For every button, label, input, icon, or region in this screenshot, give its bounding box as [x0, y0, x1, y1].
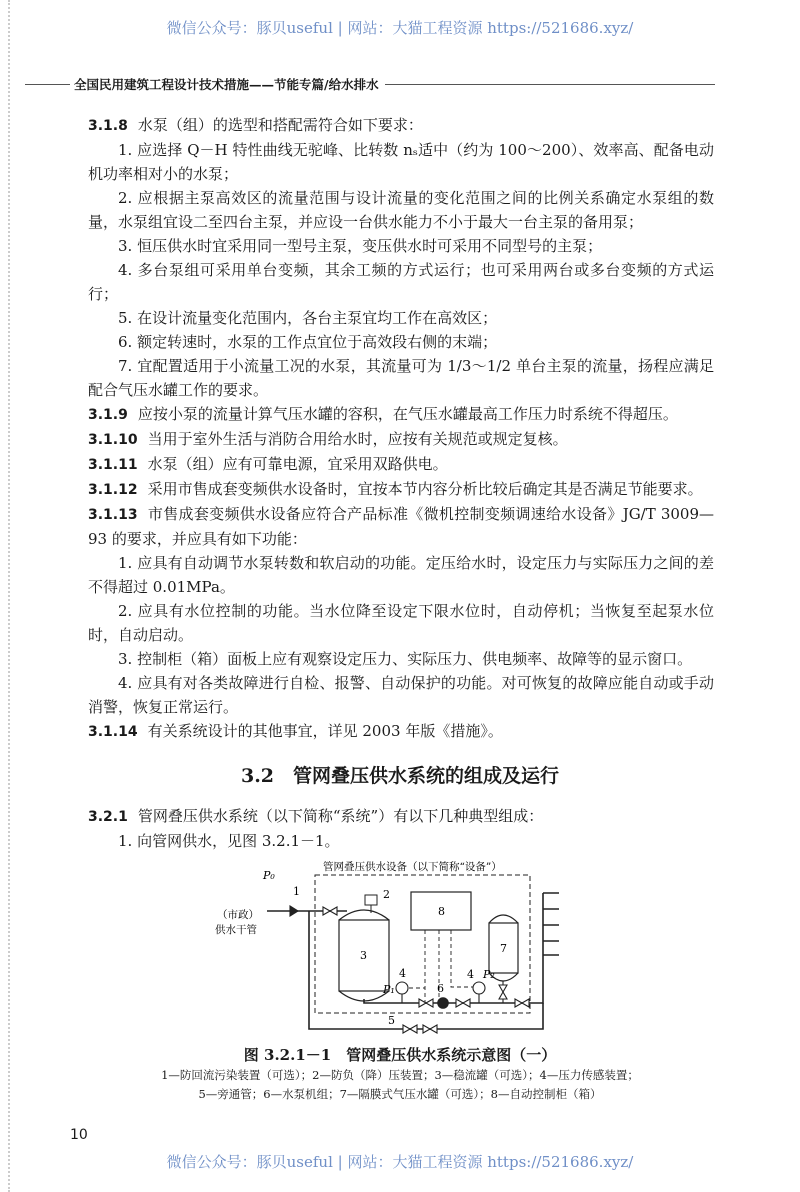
branch-pipes — [543, 893, 559, 955]
system-diagram — [200, 857, 600, 1042]
clause-text: 市售成套变频供水设备应符合产品标准《微机控制变频调速给水设备》JG/T 3009—93 的要求，并应具有如下功能： — [88, 505, 714, 548]
label-p1: P₁ — [383, 983, 395, 996]
label-3: 3 — [360, 949, 367, 962]
clause-text: 水泵（组）应有可靠电源，宜采用双路供电。 — [147, 455, 448, 473]
section-title: 3.2 管网叠压供水系统的组成及运行 — [240, 765, 560, 787]
figure — [0, 857, 800, 1042]
list-item: 1. 应选择 Q－H 特性曲线无驼峰、比转数 nₛ适中（约为 100～200）、效率高、配备电动机功率相对小的水泵； — [88, 141, 714, 183]
clause-3-2-1 — [88, 804, 714, 829]
clause-text: 有关系统设计的其他事宜，详见 2003 年版《措施》。 — [147, 722, 503, 740]
clause-text: 当用于室外生活与消防合用给水时，应按有关规范或规定复核。 — [147, 430, 568, 448]
clause-text: 水泵（组）的选型和搭配需符合如下要求： — [137, 116, 423, 134]
pressure-gauge-p2 — [473, 982, 485, 994]
clause-number: 3.1.12 — [88, 482, 138, 498]
list-item: 1. 应具有自动调节水泵转数和软启动的功能。定压给水时，设定压力与实际压力之间的差不得超过 0.01MPa。 — [88, 554, 714, 596]
list-item: 3. 控制柜（箱）面板上应有观察设定压力、实际压力、供电频率、故障等的显示窗口。 — [118, 650, 693, 668]
equipment-boundary — [315, 875, 530, 1013]
page-body — [70, 113, 714, 1144]
watermark-bottom: 微信公众号：豚贝useful | 网站：大猫工程资源 https://521686.xyz/ — [166, 1153, 634, 1171]
clause-text: 采用市售成套变频供水设备时，宜按本节内容分析比较后确定其是否满足节能要求。 — [147, 480, 703, 498]
header-title: 全国民用建筑工程设计技术措施——节能专篇/给水排水 — [74, 77, 379, 92]
label-5: 5 — [388, 1014, 395, 1027]
label-8: 8 — [438, 905, 445, 918]
clause-text: 管网叠压供水系统（以下简称“系统”）有以下几种典型组成： — [137, 807, 544, 825]
header-rule-left — [25, 84, 70, 85]
clause-3-1-8 — [88, 113, 714, 138]
label-p0: P₀ — [263, 869, 275, 882]
figure-legend-2: 5—旁通管；6—水泵机组；7—隔膜式气压水罐（可选）；8—自动控制柜（箱） — [198, 1087, 602, 1101]
clause-number: 3.1.10 — [88, 432, 138, 448]
clause-3-1-11 — [88, 452, 714, 477]
clause-number: 3.1.14 — [88, 724, 138, 740]
clause-3-1-14 — [88, 719, 714, 744]
label-7: 7 — [500, 942, 507, 955]
label-6: 6 — [437, 982, 444, 995]
bypass-pipe — [309, 911, 543, 1029]
list-item: 2. 应根据主泵高效区的流量范围与设计流量的变化范围之间的比例关系确定水泵组的数量，水泵组宜设二至四台主泵，并应设一台供水能力不小于最大一台主泵的备用泵； — [88, 189, 714, 231]
anti-negative-pressure-device — [365, 895, 377, 905]
running-header — [25, 75, 715, 93]
figure-caption: 图 3.2.1－1 管网叠压供水系统示意图（一） — [243, 1046, 557, 1064]
clause-3-1-10 — [88, 427, 714, 452]
pump-icon — [438, 998, 448, 1008]
list-item: 2. 应具有水位控制的功能。当水位降至设定下限水位时，自动停机；当恢复至起泵水位时，自动启动。 — [88, 602, 714, 644]
list-item: 1. 向管网供水，见图 3.2.1－1。 — [118, 832, 340, 850]
list-item: 6. 额定转速时，水泵的工作点宜位于高效段右侧的末端； — [118, 333, 498, 351]
label-1: 1 — [293, 885, 300, 898]
page-number: 10 — [70, 1127, 88, 1143]
clause-number: 3.2.1 — [88, 809, 128, 825]
source-label-1: （市政） — [217, 909, 259, 921]
clause-number: 3.1.11 — [88, 457, 138, 473]
list-item: 4. 应具有对各类故障进行自检、报警、自动保护的功能。对可恢复的故障应能自动或手动消警，恢复正常运行。 — [88, 674, 714, 716]
pressure-gauge-p1 — [396, 982, 408, 994]
list-item: 4. 多台泵组可采用单台变频，其余工频的方式运行；也可采用两台或多台变频的方式运行； — [88, 261, 714, 303]
source-label-2: 供水干管 — [215, 924, 257, 936]
label-4b: 4 — [467, 968, 474, 981]
clause-number: 3.1.9 — [88, 407, 128, 423]
clause-number: 3.1.13 — [88, 507, 138, 523]
label-p2: P₂ — [483, 968, 495, 981]
clause-number: 3.1.8 — [88, 118, 128, 134]
label-2: 2 — [383, 888, 390, 901]
list-item: 3. 恒压供水时宜采用同一型号主泵，变压供水时可采用不同型号的主泵； — [118, 237, 603, 255]
label-4: 4 — [399, 967, 406, 980]
list-item: 7. 宜配置适用于小流量工况的水泵，其流量可为 1/3～1/2 单台主泵的流量，扬程应满足配合气压水罐工作的要求。 — [88, 357, 714, 399]
box-title: 管网叠压供水设备（以下简称“设备”） — [323, 861, 502, 873]
watermark-top: 微信公众号：豚贝useful | 网站：大猫工程资源 https://521686.xyz/ — [166, 19, 634, 37]
list-item: 5. 在设计流量变化范围内，各台主泵宜均工作在高效区； — [118, 309, 498, 327]
clause-text: 应按小泵的流量计算气压水罐的容积，在气压水罐最高工作压力时系统不得超压。 — [137, 405, 678, 423]
header-rule-right — [385, 84, 715, 85]
figure-legend-1: 1—防回流污染装置（可选）；2—防负（降）压装置；3—稳流罐（可选）；4—压力传感装置； — [161, 1068, 639, 1082]
clause-3-1-9 — [88, 402, 714, 427]
clause-3-1-13 — [88, 502, 714, 551]
clause-3-1-12 — [88, 477, 714, 502]
page-edge — [8, 0, 13, 1192]
